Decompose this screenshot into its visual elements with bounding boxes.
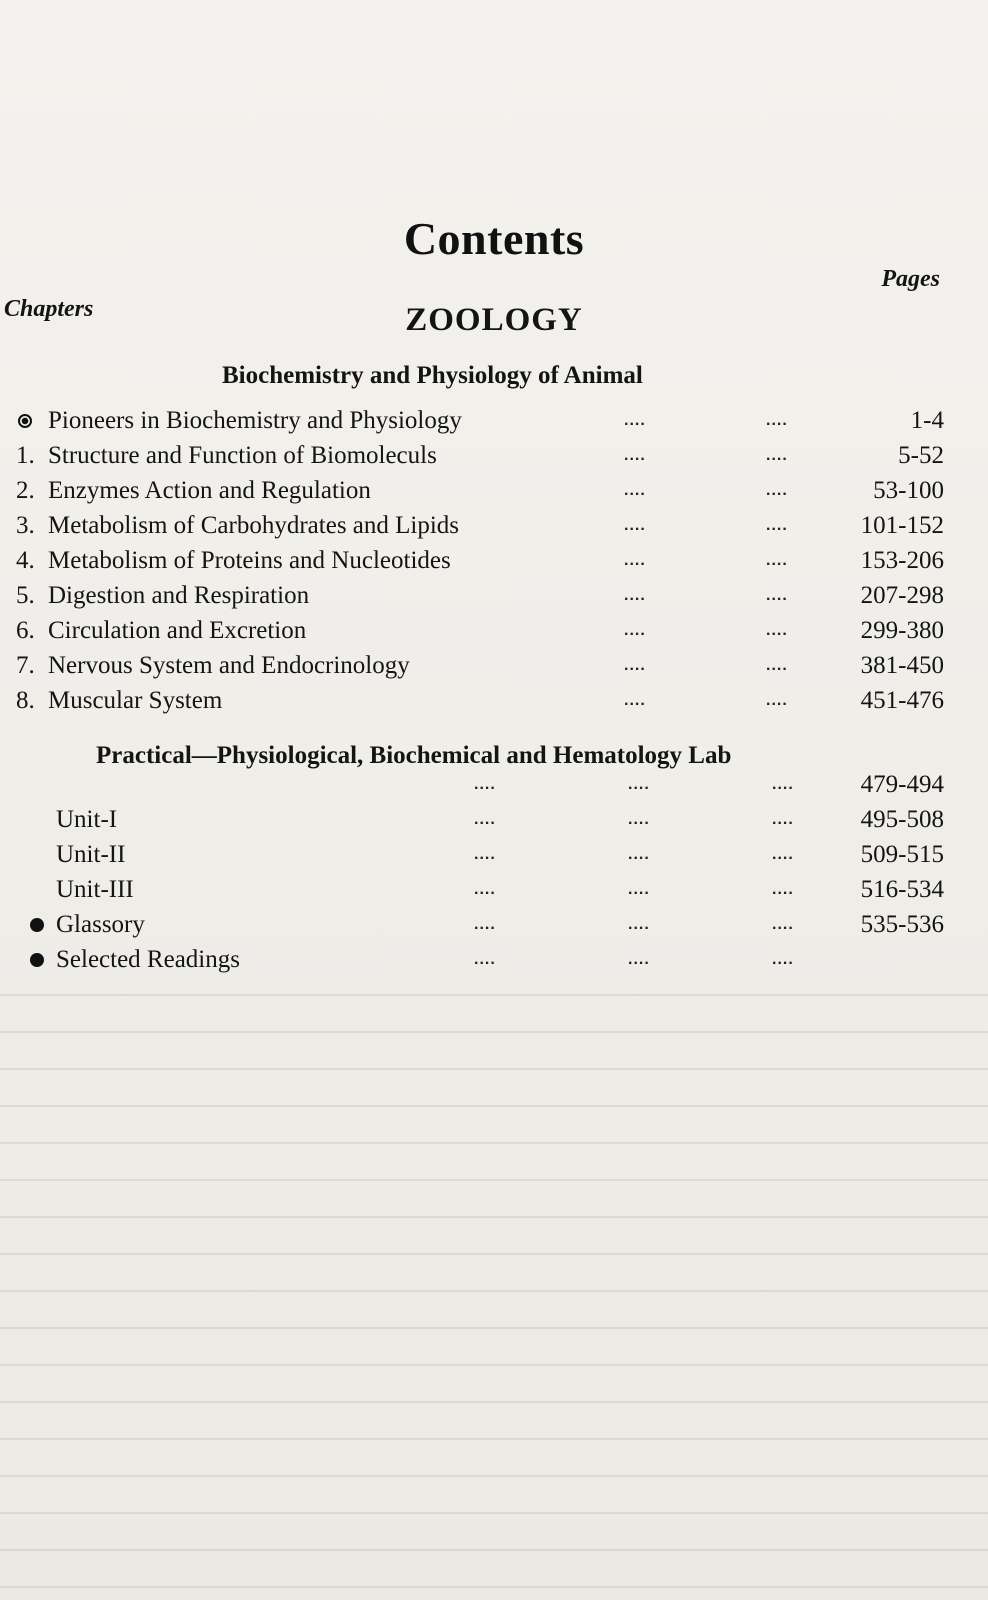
dot-leader: .... [766,622,788,639]
dot-leader: .... [624,622,646,639]
entry-title: Enzymes Action and Regulation [48,477,371,504]
entry-page-range: 5-52 [898,442,944,469]
dot-leader: .... [628,846,650,863]
contents-entry [0,439,988,473]
entry-page-range: 495-508 [860,806,944,833]
dot-leader: .... [628,811,650,828]
dot-leader: .... [624,692,646,709]
entry-title: Unit-III [56,876,134,903]
entry-title: Metabolism of Carbohydrates and Lipids [48,512,460,539]
entry-title: Metabolism of Proteins and Nucleotides [48,547,451,574]
dot-leader: .... [772,811,794,828]
dot-leader: .... [766,482,788,499]
contents-entry [0,908,988,942]
contents-entry [0,838,988,872]
dot-leader: .... [772,776,794,793]
dot-leader: .... [766,657,788,674]
contents-entry [0,803,988,837]
dot-leader: .... [624,552,646,569]
dot-leader: .... [766,692,788,709]
dot-leader: .... [766,412,788,429]
dot-leader: .... [624,657,646,674]
entry-title: Glassory [56,911,145,938]
contents-entry [0,509,988,543]
contents-entry [0,649,988,683]
entry-title: Structure and Function of Biomoleculs [48,442,437,469]
dot-leader: .... [624,412,646,429]
entry-page-range: 509-515 [860,841,944,868]
dot-leader: .... [624,447,646,464]
dot-leader: .... [628,916,650,933]
dot-leader: .... [772,846,794,863]
dot-leader: .... [628,776,650,793]
part1-heading: Biochemistry and Physiology of Animal [222,362,643,389]
entry-number: 6. [16,617,35,644]
chapters-column-label: Chapters [4,296,94,322]
dot-leader: .... [474,846,496,863]
contents-entry [0,684,988,718]
bullet-icon [30,953,44,967]
entry-page-range: 381-450 [860,652,944,679]
dot-leader: .... [772,881,794,898]
dot-leader: .... [628,951,650,968]
entry-page-range: 516-534 [860,876,944,903]
entry-title: Digestion and Respiration [48,582,310,609]
dot-leader: .... [474,916,496,933]
bullet-icon [18,414,32,428]
contents-entry [0,943,988,977]
dot-leader: .... [624,517,646,534]
dot-leader: .... [474,776,496,793]
entry-page-range: 299-380 [860,617,944,644]
page-title: Contents [403,213,585,264]
entry-title: Unit-II [56,841,126,868]
dot-leader: .... [628,881,650,898]
dot-leader: .... [772,916,794,933]
contents-entry [0,873,988,907]
entry-page-range: 207-298 [860,582,944,609]
entry-page-range: 1-4 [910,407,944,434]
entry-page-range: 479-494 [860,771,944,798]
contents-entry [0,474,988,508]
dot-leader: .... [766,552,788,569]
dot-leader: .... [766,517,788,534]
entry-page-range: 101-152 [860,512,944,539]
dot-leader: .... [766,447,788,464]
entry-title: Muscular System [48,687,223,714]
dot-leader: .... [624,587,646,604]
entry-title: Unit-I [56,806,118,833]
dot-leader: .... [772,951,794,968]
dot-leader: .... [766,587,788,604]
entry-page-range: 53-100 [873,477,944,504]
bullet-icon [30,918,44,932]
contents-entry [0,579,988,613]
contents-entry [0,544,988,578]
contents-entry [0,768,988,802]
entry-title: Nervous System and Endocrinology [48,652,410,679]
contents-entry [0,614,988,648]
entry-title: Circulation and Excretion [48,617,307,644]
entry-page-range: 451-476 [860,687,944,714]
entry-title: Selected Readings [56,946,240,973]
entry-number: 4. [16,547,35,574]
pages-column-label: Pages [881,266,940,292]
entry-number: 7. [16,652,35,679]
entry-number: 3. [16,512,35,539]
entry-number: 1. [16,442,35,469]
dot-leader: .... [474,811,496,828]
dot-leader: .... [474,881,496,898]
entry-page-range: 535-536 [860,911,944,938]
contents-entry [0,404,988,438]
entry-number: 2. [16,477,35,504]
dot-leader: .... [474,951,496,968]
entry-number: 5. [16,582,35,609]
entry-number: 8. [16,687,35,714]
subject-heading: ZOOLOGY [405,302,583,338]
show-through-text [0,960,988,1600]
part2-heading: Practical—Physiological, Biochemical and Hematology Lab [96,742,732,769]
entry-page-range: 153-206 [860,547,944,574]
entry-title: Pioneers in Biochemistry and Physiology [48,407,462,434]
dot-leader: .... [624,482,646,499]
